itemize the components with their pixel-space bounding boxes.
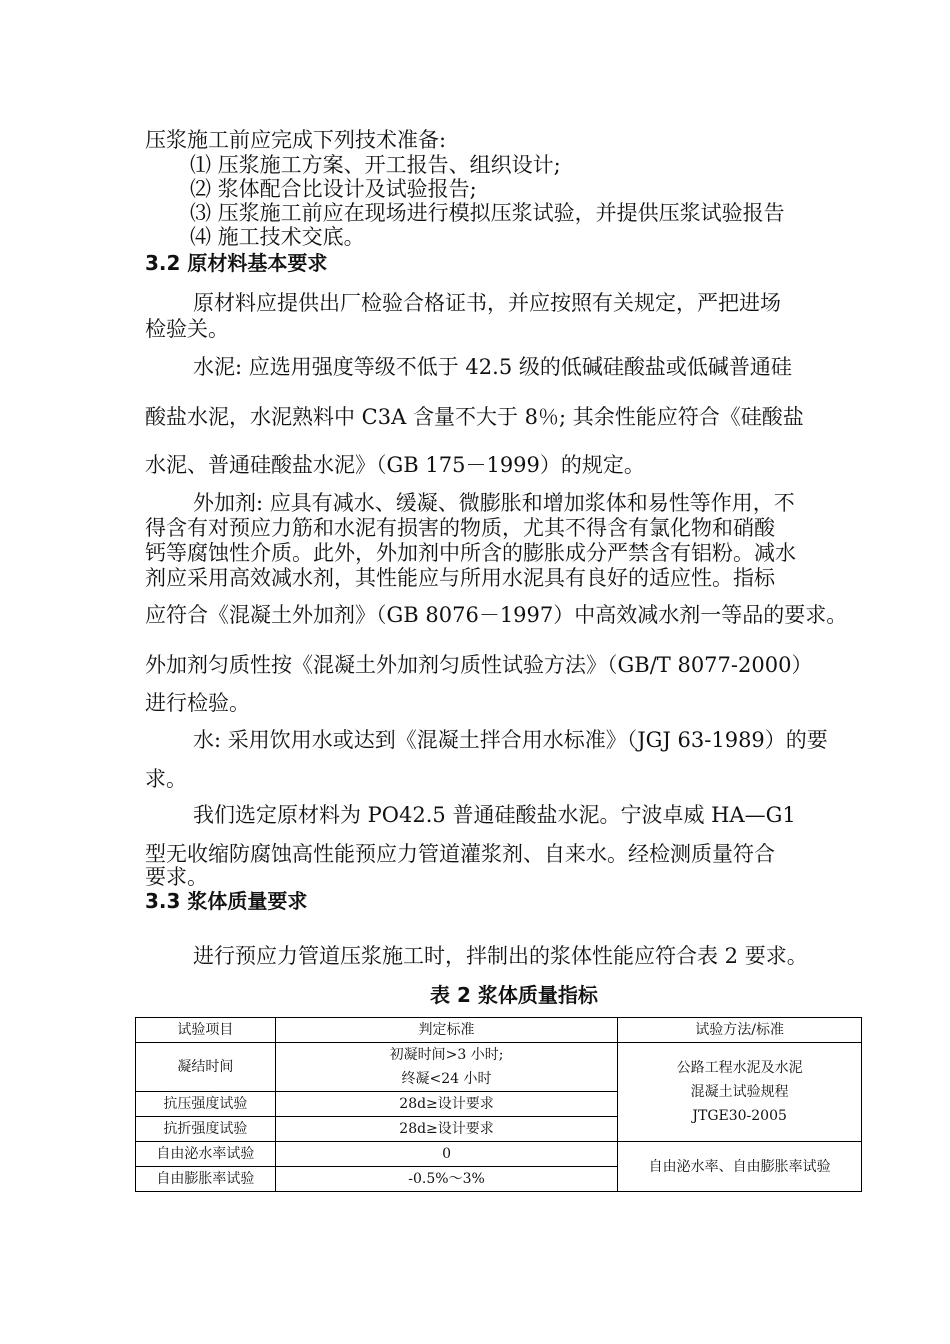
row-item: 抗压强度试验 — [136, 1092, 276, 1117]
cement-line-1: 水泥: 应选用强度等级不低于 42.5 级的低碱硅酸盐或低碱普通硅 — [193, 355, 792, 379]
prep-item-2: ⑵ 浆体配合比设计及试验报告; — [190, 177, 477, 201]
section-3-3-para: 进行预应力管道压浆施工时，拌制出的浆体性能应符合表 2 要求。 — [193, 944, 808, 968]
row-item: 凝结时间 — [136, 1043, 276, 1092]
materials-para-1b: 检验关。 — [145, 317, 229, 341]
prep-item-4: ⑷ 施工技术交底。 — [190, 225, 365, 249]
row-standard — [275, 1043, 617, 1092]
row-standard-line-1: 初凝时间>3 小时; — [389, 1047, 504, 1063]
table-row — [136, 1142, 862, 1167]
water-line-1: 水: 采用饮用水或达到《混凝土拌合用水标准》（JGJ 63-1989）的要 — [193, 728, 828, 752]
table-caption: 表 2 浆体质量指标 — [430, 983, 598, 1007]
prep-item-3: ⑶ 压浆施工前应在现场进行模拟压浆试验，并提供压浆试验报告 — [190, 201, 785, 225]
row-item: 自由膨胀率试验 — [136, 1167, 276, 1192]
row-standard: 28d≥设计要求 — [275, 1117, 617, 1142]
intro-text: 压浆施工前应完成下列技术准备: — [145, 128, 447, 152]
method-a-line-1: 公路工程水泥及水泥 — [676, 1060, 803, 1076]
materials-para-1a: 原材料应提供出厂检验合格证书，并应按照有关规定，严把进场 — [193, 291, 781, 315]
admixture-line-5: 应符合《混凝土外加剂》（GB 8076－1997）中高效减水剂一等品的要求。 — [145, 603, 848, 627]
header-method: 试验方法/标准 — [618, 1018, 862, 1043]
section-heading-3-2: 3.2 原材料基本要求 — [145, 251, 328, 275]
admixture-line-2: 得含有对预应力筋和水泥有损害的物质，尤其不得含有氯化物和硝酸 — [145, 516, 775, 540]
admixture-line-7: 进行检验。 — [145, 691, 250, 715]
row-item: 抗折强度试验 — [136, 1117, 276, 1142]
row-item: 自由泌水率试验 — [136, 1142, 276, 1167]
method-cell-b: 自由泌水率、自由膨胀率试验 — [618, 1142, 862, 1192]
header-criteria: 判定标准 — [275, 1018, 617, 1043]
selected-line-1: 我们选定原材料为 PO42.5 普通硅酸盐水泥。宁波卓威 HA—G1 — [193, 803, 796, 827]
table-row — [136, 1043, 862, 1092]
admixture-line-4: 剂应采用高效减水剂，其性能应与所用水泥具有良好的适应性。指标 — [145, 566, 775, 590]
row-standard: 28d≥设计要求 — [275, 1092, 617, 1117]
section-heading-3-3: 3.3 浆体质量要求 — [145, 889, 308, 913]
row-standard: -0.5%～3% — [275, 1167, 617, 1192]
selected-line-3: 要求。 — [145, 865, 208, 889]
row-standard-line-2: 终凝<24 小时 — [401, 1071, 492, 1087]
grout-quality-table — [135, 1017, 862, 1192]
prep-item-1: ⑴ 压浆施工方案、开工报告、组织设计; — [190, 153, 561, 177]
method-cell-a — [618, 1043, 862, 1142]
admixture-line-3: 钙等腐蚀性介质。此外，外加剂中所含的膨胀成分严禁含有铝粉。减水 — [145, 541, 796, 565]
admixture-line-1: 外加剂: 应具有减水、缓凝、微膨胀和增加浆体和易性等作用，不 — [193, 491, 795, 515]
selected-line-2: 型无收缩防腐蚀高性能预应力管道灌浆剂、自来水。经检测质量符合 — [145, 842, 775, 866]
admixture-line-6: 外加剂匀质性按《混凝土外加剂匀质性试验方法》（GB/T 8077-2000） — [145, 653, 813, 677]
header-test-item: 试验项目 — [136, 1018, 276, 1043]
method-a-line-3: JTGE30-2005 — [692, 1108, 787, 1124]
cement-line-2: 酸盐水泥，水泥熟料中 C3A 含量不大于 8％; 其余性能应符合《硅酸盐 — [145, 405, 804, 429]
row-standard: 0 — [275, 1142, 617, 1167]
method-a-line-2: 混凝土试验规程 — [690, 1084, 789, 1100]
table-header-row — [136, 1018, 862, 1043]
cement-line-3: 水泥、普通硅酸盐水泥》（GB 175－1999）的规定。 — [145, 453, 645, 477]
water-line-2: 求。 — [145, 767, 187, 791]
